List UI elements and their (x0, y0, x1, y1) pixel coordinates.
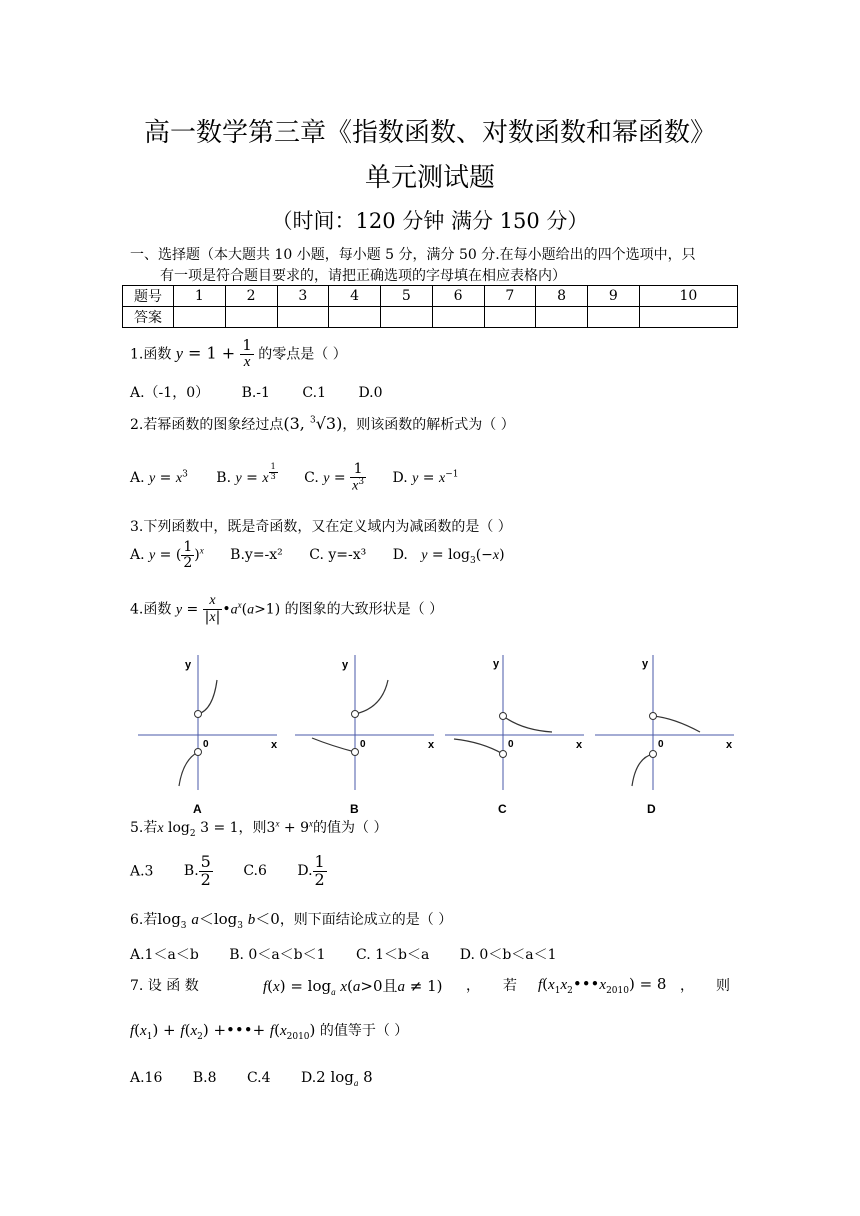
question-6-suffix: ，则下面结论成立的是（ ） (279, 912, 453, 928)
graph-a[interactable] (135, 650, 285, 820)
option-a[interactable]: A.1＜a＜b (130, 947, 199, 963)
option-c[interactable]: C.6 (243, 863, 267, 880)
option-c[interactable]: C. y=-x³ (309, 547, 367, 564)
question-7-prefix: 7. 设 函 数 (130, 978, 199, 994)
graph-b-label: B (350, 802, 359, 816)
table-cell: 5 (381, 286, 433, 307)
table-cell: 1 (174, 286, 226, 307)
table-row-numbers (123, 286, 738, 307)
table-cell: 7 (484, 286, 536, 307)
question-5: 5.若x $\log_2 3 = 1$，则$3^x + 9^x$的值为（ ） (130, 818, 388, 839)
question-2-prefix: 2.若幂函数的图象经过点 (130, 417, 284, 433)
option-a[interactable]: A.16 (130, 1070, 163, 1086)
question-1-options (130, 382, 383, 402)
question-2-options (130, 462, 459, 494)
option-b[interactable]: B. $\frac{5}{2}$ (183, 852, 211, 889)
table-row-answers (123, 307, 738, 328)
question-6-options (130, 944, 557, 964)
page-subtitle: 单元测试题 (364, 163, 495, 193)
question-7-line1 (130, 975, 199, 995)
option-d[interactable]: D. $y = x^{-1}$ (392, 469, 459, 487)
origin-label: 0 (658, 739, 664, 750)
section-instructions-line2: 有一项是符合题目要求的，请把正确选项的字母填在相应表格内） (160, 268, 566, 284)
question-6: 6.若$\log_3 a<\log_3$ b＜0，则下面结论成立的是（ ） (130, 910, 453, 931)
question-2-suffix: ，则该函数的解析式为（ ） (342, 417, 515, 433)
option-b[interactable]: B. 0＜a＜b＜1 (229, 947, 326, 963)
question-7-options (130, 1068, 373, 1088)
table-cell: 8 (536, 286, 588, 307)
table-cell: 10 (639, 286, 737, 307)
option-c[interactable]: C.1 (302, 385, 326, 401)
table-cell: 6 (432, 286, 484, 307)
option-d[interactable]: D.2 $\log_a 8$ (300, 1068, 373, 1088)
question-7-line2: $f(x_1) + f(x_2)$ +•••+ $f(x_{2010})$ 的值等于（ ） (130, 1021, 409, 1042)
question-7-formula-2: $f(x_1x_2•••x_{2010}) = 8$ (538, 975, 667, 996)
graph-c[interactable] (442, 650, 592, 820)
table-cell: 4 (329, 286, 381, 307)
page-title: 高一数学第三章《指数函数、对数函数和幂函数》 (143, 118, 716, 148)
answer-cell[interactable] (639, 307, 737, 328)
table-cell: 2 (225, 286, 277, 307)
question-7-comma1: ， (466, 978, 480, 994)
option-b[interactable]: B.8 (192, 1070, 217, 1086)
option-c[interactable]: C.4 (246, 1070, 271, 1086)
option-c[interactable]: C. y = $\frac{1}{x^3}$ (304, 461, 365, 494)
question-1-suffix: 的零点是（ ） (258, 346, 347, 363)
question-2-point: (3, $^3$√3) (283, 414, 343, 433)
y-axis-label: y (185, 659, 192, 671)
answer-cell[interactable] (432, 307, 484, 328)
graph-a-label: A (193, 802, 202, 816)
question-7-formula-1: $f(x) = \log_a x(a>0$且a ≠ 1) (263, 977, 443, 997)
question-5-prefix: 5.若 (130, 820, 158, 836)
origin-label: 0 (508, 739, 514, 750)
table-label-number: 题号 (123, 286, 174, 307)
answer-cell[interactable] (225, 307, 277, 328)
question-2 (130, 414, 515, 434)
option-b[interactable]: B.-1 (241, 385, 270, 401)
question-5-suffix: 的值为（ ） (313, 820, 388, 836)
time-info: （时间：120 分钟 满分 150 分） (271, 209, 589, 233)
graph-d-label: D (647, 802, 656, 816)
option-d[interactable]: D. 0＜b＜a＜1 (459, 947, 557, 963)
option-d[interactable]: D. $\frac{1}{2}$ (297, 852, 325, 889)
y-axis-label: y (342, 659, 349, 671)
x-axis-label: x (428, 739, 435, 751)
answer-cell[interactable] (381, 307, 433, 328)
question-5-middle: ，则 (238, 820, 267, 836)
x-axis-label: x (726, 739, 733, 751)
option-a[interactable]: A.（-1，0） (130, 385, 210, 401)
question-3-options (130, 540, 505, 570)
question-5-options (130, 854, 327, 889)
question-3: 3.下列函数中，既是奇函数，又在定义域内为减函数的是（ ） (130, 519, 512, 535)
option-b[interactable]: B. y = x $^{\frac{1}{3}}$ (216, 462, 276, 487)
option-a[interactable]: A. y = ( $\frac{1}{2}$ )$^x$ (130, 539, 204, 571)
question-7-then: 则 (716, 978, 730, 994)
question-1: 1.函数 y = 1 + $\frac{1}{x}$ 的零点是（ ） (130, 336, 347, 370)
y-axis-label: y (642, 658, 649, 670)
fraction-1-over-x: $\frac{1}{x}$ (242, 336, 252, 370)
table-cell: 9 (588, 286, 640, 307)
question-1-prefix: 1.函数 (130, 346, 172, 363)
x-axis-label: x (271, 739, 278, 751)
option-a[interactable]: A.3 (130, 863, 154, 880)
question-7-comma2: ， (680, 978, 694, 994)
option-b[interactable]: B.y=-x² (230, 547, 283, 564)
question-4-suffix: 的图象的大致形状是（ ） (284, 601, 444, 618)
table-label-answer: 答案 (123, 307, 174, 328)
question-4-prefix: 4.函数 (130, 601, 172, 618)
option-d[interactable]: D.0 (358, 385, 383, 401)
answer-cell[interactable] (536, 307, 588, 328)
option-c[interactable]: C. 1＜b＜a (356, 947, 430, 963)
question-1-formula: y (175, 345, 183, 363)
question-4: 4.函数 y = $\frac{x}{|x|}$ $•a^x(a>1)$ 的图象的大致形状是（ ） (130, 593, 444, 625)
graph-c-label: C (498, 802, 507, 816)
x-axis-label: x (576, 739, 583, 751)
graph-d[interactable] (592, 650, 742, 820)
answer-cell[interactable] (588, 307, 640, 328)
answer-cell[interactable] (484, 307, 536, 328)
origin-label: 0 (360, 739, 366, 750)
option-d[interactable]: D. $y = \log_3(-x)$ (392, 547, 505, 566)
question-6-prefix: 6.若 (130, 912, 158, 928)
graph-b[interactable] (292, 650, 442, 820)
y-axis-label: y (493, 658, 500, 670)
answer-cell[interactable] (174, 307, 226, 328)
origin-label: 0 (203, 739, 209, 750)
answer-cell[interactable] (277, 307, 329, 328)
answer-cell[interactable] (329, 307, 381, 328)
option-a[interactable]: A. $y = x^3$ (130, 469, 188, 487)
question-7-if: 若 (503, 978, 517, 994)
section-instructions-line1: 一、选择题（本大题共 10 小题，每小题 5 分，满分 50 分.在每小题给出的四个选项中，只 (130, 247, 696, 263)
question-7-suffix: 的值等于（ ） (319, 1023, 409, 1039)
table-cell: 3 (277, 286, 329, 307)
answer-table (122, 285, 738, 328)
